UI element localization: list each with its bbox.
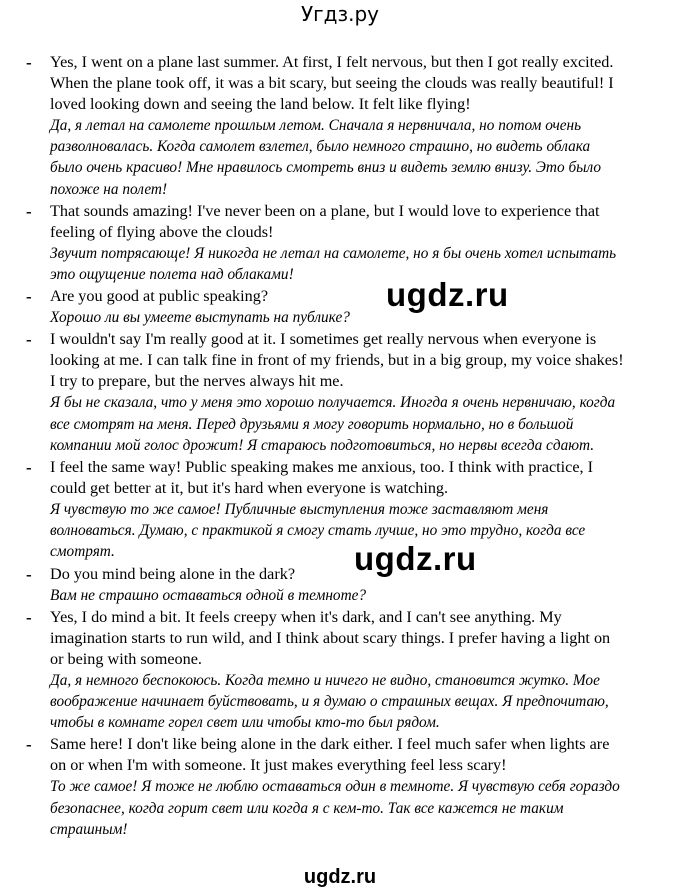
english-line: Are you good at public speaking? — [50, 287, 269, 306]
english-line: Same here! I don't like being alone in the dark either. I feel much safer when lights are on or when I'm with someone. It just makes everything feel less scary! — [50, 735, 610, 775]
dialogue-entry — [26, 52, 626, 200]
russian-translation: Хорошо ли вы умеете выступать на публике? — [50, 309, 350, 327]
list-marker: - — [26, 53, 32, 72]
list-marker: - — [26, 735, 32, 755]
russian-translation: Вам не страшно оставаться одной в темноте? — [50, 586, 367, 604]
english-line: Yes, I went on a plane last summer. At first, I felt nervous, but then I got really excited. When the plane took off, it was a bit scary, but seeing the clouds was really beautiful! I loved looking down and seeing the land below. It felt like flying! — [50, 53, 614, 113]
english-line: I wouldn't say I'm really good at it. I sometimes get really nervous when everyone is looking at me. I can talk fine in front of my friends, but in a big group, my voice shakes! I try to prepare, but the nerves always hit me. — [50, 330, 624, 391]
english-line: That sounds amazing! I've never been on a plane, but I would love to experience that feeling of flying above the clouds! — [50, 201, 600, 241]
russian-translation: Звучит потрясающе! Я никогда не летал на самолете, но я бы очень хотел испытать это ощущение полета над облаками! — [50, 244, 617, 284]
list-marker: - — [26, 564, 32, 584]
watermark: ugdz.ru — [354, 540, 477, 577]
dialogue-entry — [26, 564, 626, 606]
list-marker: - — [26, 458, 32, 478]
russian-translation: Я бы не сказала, что у меня это хорошо получается. Иногда я очень нервничаю, когда все смотрят на меня. Перед друзьями я могу говорить нормально, но в большой компании мой голос дрожит! Я стараюсь подготовиться, но нервы всегда сдают. — [50, 394, 616, 454]
dialogue-entry — [26, 734, 626, 840]
russian-translation: Я чувствую то же самое! Публичные выступления тоже заставляют меня волноваться. Думаю, с практикой я смогу стать лучше, но это трудно, когда все смотрят. — [50, 501, 586, 561]
dialogue-entry — [26, 201, 626, 285]
site-title: Угдз.ру — [300, 2, 380, 26]
list-marker: - — [26, 201, 32, 221]
list-marker: - — [26, 330, 32, 350]
russian-translation: Да, я немного беспокоюсь. Когда темно и ничего не видно, становится жутко. Мое воображение начинает буйствовать, и я думаю о страшных вещах. Я предпочитаю, чтобы в комнате горел свет или чтобы кто-то был рядом. — [50, 671, 609, 732]
dialogue-entry — [26, 607, 626, 734]
list-marker: - — [26, 287, 32, 307]
english-line: Yes, I do mind a bit. It feels creepy when it's dark, and I can't see anything. My imagination starts to run wild, and I think about scary things. I prefer having a light on or being with someone. — [50, 607, 611, 668]
watermark: ugdz.ru — [386, 276, 509, 313]
list-marker: - — [26, 607, 32, 627]
dialogue-entry — [26, 286, 626, 328]
footer-watermark: ugdz.ru — [303, 866, 377, 888]
dialogue-list — [26, 52, 626, 841]
dialogue-entry — [26, 457, 626, 563]
dialogue-entry — [26, 329, 626, 456]
russian-translation: Да, я летал на самолете прошлым летом. Сначала я нервничала, но потом очень разволновалась. Когда самолет взлетел, было немного страшно, но видеть облака было очень красиво! Мне нравилось смотреть вниз и видеть землю внизу. Это было похоже на полет! — [50, 117, 602, 198]
english-line: Do you mind being alone in the dark? — [50, 564, 296, 583]
russian-translation: То же самое! Я тоже не люблю оставаться один в темноте. Я чувствую себя гораздо безопаснее, когда горит свет или когда я с кем-то. Так все кажется не таким страшным! — [50, 778, 620, 838]
english-line: I feel the same way! Public speaking makes me anxious, too. I think with practice, I could get better at it, but it's hard when everyone is watching. — [50, 458, 594, 498]
